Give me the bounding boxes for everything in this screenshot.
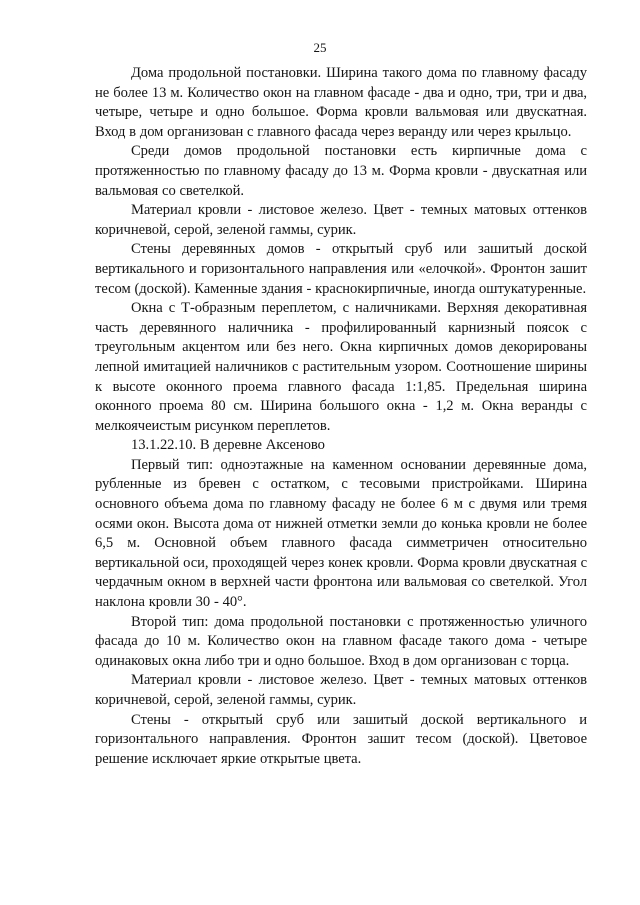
page-number: 25	[313, 40, 327, 55]
paragraph-windows: Окна с Т-образным переплетом, с наличниками. Верхняя декоративная часть деревянного наличника - профилированный карнизный поясок с треугольным акцентом или без него. Окна кирпичных домов декорированы лепной имитацией наличников с растительным узором. Соотношение ширины к высоте оконного проема главного фасада 1:1,85. Предельная ширина оконного проема 80 см. Ширина большого окна - 1,2 м. Окна веранды с мелкоячеистым рисунком переплетов.	[95, 300, 587, 434]
paragraph-longitudinal-houses: Дома продольной постановки. Ширина такого дома по главному фасаду не более 13 м. Количество окон на главном фасаде - два и одно, три, три и два, четыре, четыре и одно большое. Форма кровли вальмовая или двускатная. Вход в дом организован с главного фасада через веранду или через крыльцо.	[95, 65, 587, 140]
paragraph-first-type: Первый тип: одноэтажные на каменном основании деревянные дома, рубленные из бревен с остатком, с тесовыми пристройками. Ширина основного объема дома по главному фасаду не более 6 м с двумя или тремя осями окон. Высота дома от нижней отметки земли до конька кровли не более 6,5 м. Основной объем главного фасада симметричен относительно вертикальной оси, проходящей через конек кровли. Форма кровли двускатная с чердачным окном в верхней части фронтона или вальмовая со светелкой. Угол наклона кровли 30 - 40°.	[95, 456, 587, 611]
paragraph-roof-material: Материал кровли - листовое железо. Цвет - темных матовых оттенков коричневой, серой, зеленой гаммы, сурик.	[95, 202, 587, 238]
document-body	[95, 64, 587, 769]
paragraph-walls-2: Стены - открытый сруб или зашитый доской вертикального и горизонтального направления. Фронтон зашит тесом (доской). Цветовое решение исключает яркие открытые цвета.	[95, 711, 587, 767]
paragraph-brick-houses: Среди домов продольной постановки есть кирпичные дома с протяженностью по главному фасаду до 13 м. Форма кровли - двускатная или вальмовая со светелкой.	[95, 143, 587, 199]
section-heading-aksenovo: 13.1.22.10. В деревне Аксеново	[131, 437, 325, 454]
paragraph-roof-material-2: Материал кровли - листовое железо. Цвет - темных матовых оттенков коричневой, серой, зеленой гаммы, сурик.	[95, 672, 587, 708]
paragraph-walls: Стены деревянных домов - открытый сруб или зашитый доской вертикального и горизонтального направления или «елочкой». Фронтон зашит тесом (доской). Каменные здания - краснокирпичные, иногда оштукатуренные.	[95, 241, 587, 297]
paragraph-second-type: Второй тип: дома продольной постановки с протяженностью уличного фасада до 10 м. Количество окон на главном фасаде такого дома - четыре одинаковых окна либо три и одно большое. Вход в дом организован с торца.	[95, 613, 587, 669]
